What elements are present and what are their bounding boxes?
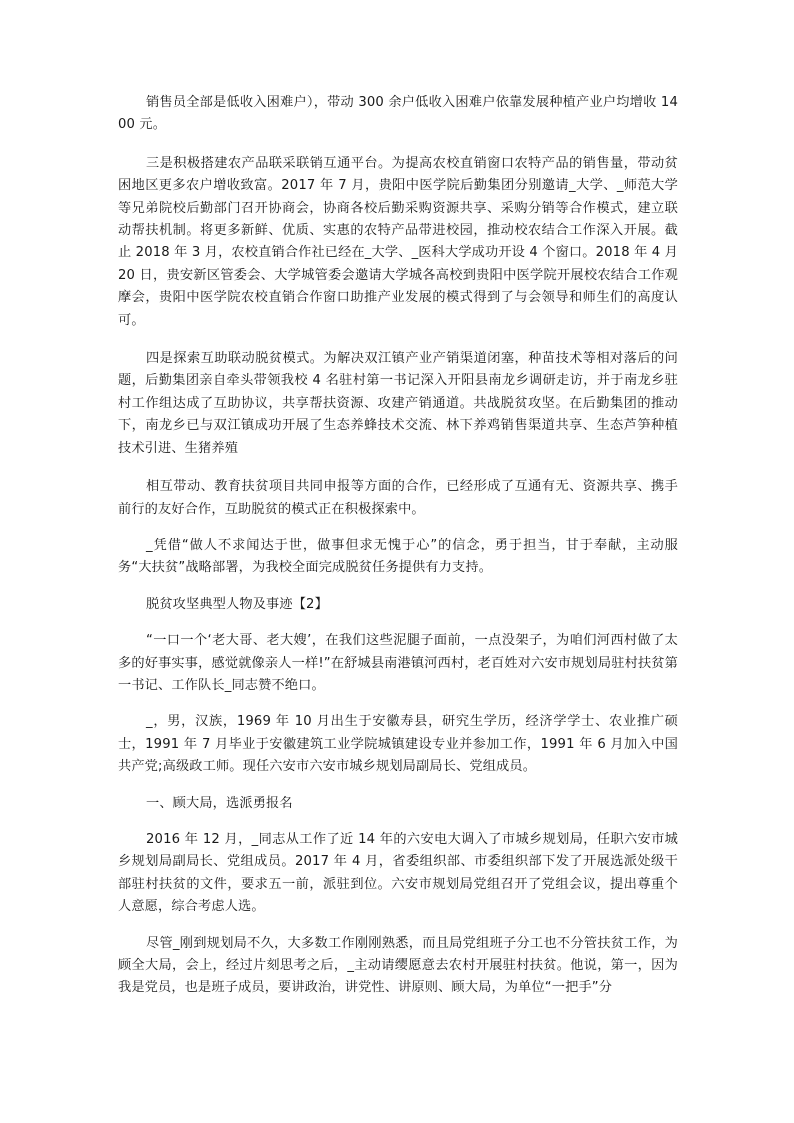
- paragraph-cooperation: 相互带动、教育扶贫项目共同申报等方面的合作，已经形成了互通有无、资源共享、携手前行的友好合作，互助脱贫的模式正在积极探索中。: [118, 479, 678, 517]
- paragraph-profile: _，男，汉族，1969 年 10 月出生于安徽寿县，研究生学历，经济学学士、农业推广硕士，1991 年 7 月毕业于安徽建筑工业学院城镇建设专业并参加工作，1991 年 6 月加入中国共产党;高级政工师。现任六安市六安市城乡规划局副局长、党组成员。: [118, 714, 678, 775]
- subheading-big-picture: 一、顾大局，选派勇报名: [146, 795, 293, 811]
- paragraph-villager-quote: “一口一个‘老大哥、老大嫂’，在我们这些泥腿子面前，一点没架子，为咱们河西村做了太多的好事实事，感觉就像亲人一样!”在舒城县南港镇河西村，老百姓对六安市规划局驻村扶贫第一书记、工作队长_同志赞不绝口。: [118, 633, 678, 693]
- paragraph-mutual-aid-model: 四是探索互助联动脱贫模式。为解决双江镇产业产销渠道闭塞，种苗技术等相对落后的问题，后勤集团亲自牵头带领我校 4 名驻村第一书记深入开阳县南龙乡调研走访，并于南龙乡驻村工作组达成了互助协议，共享帮扶资源、攻建产销通道。共战脱贫攻坚。在后勤集团的推动下，南龙乡已与双江镇成功开展了生态养蜂技术交流、林下养鸡销售渠道共享、生态芦笋种植技术引进、生猪养殖: [118, 351, 678, 456]
- paragraph-appointment: 2016 年 12 月，_同志从工作了近 14 年的六安电大调入了市城乡规划局，任职六安市城乡规划局副局长、党组成员。2017 年 4 月，省委组织部、市委组织部下发了开展选派处级干部驻村扶贫的文件，要求五一前，派驻到位。六安市规划局党组召开了党组会议，提出尊重个人意愿，综合考虑人选。: [118, 831, 678, 915]
- paragraph-income-result: 销售员全部是低收入困难户），带动 300 余户低收入困难户依靠发展种植产业户均增收 1400 元。: [118, 95, 678, 133]
- section-heading-2: 脱贫攻坚典型人物及事迹【2】: [146, 596, 328, 612]
- paragraph-belief: _凭借“做人不求闻达于世，做事但求无愧于心”的信念，勇于担当，甘于奉献，主动服务“大扶贫”战略部署，为我校全面完成脱贫任务提供有力支持。: [118, 537, 678, 576]
- document-body: [118, 92, 678, 1000]
- paragraph-sales-platform: 三是积极搭建农产品联采联销互通平台。为提高农校直销窗口农特产品的销售量，带动贫困地区更多农户增收致富。2017 年 7 月，贵阳中医学院后勤集团分别邀请_大学、_师范大学等兄弟院校后勤部门召开协商会，协商各校后勤采购资源共享、采购分销等合作模式，建立联动帮扶机制。将更多新鲜、优质、实惠的农特产品带进校园，推动校农结合工作深入开展。截止 2018 年 3 月，农校直销合作社已经在_大学、_医科大学成功开设 4 个窗口。2018 年 4 月 20 日，贵安新区管委会、大学城管委会邀请大学城各高校到贵阳中医学院开展校农结合工作观摩会，贵阳中医学院农校直销合作窗口助推产业发展的模式得到了与会领导和师生们的高度认可。: [118, 155, 678, 328]
- paragraph-volunteer: 尽管_刚到规划局不久，大多数工作刚刚熟悉，而且局党组班子分工也不分管扶贫工作，为顾全大局，会上，经过片刻思考之后，_主动请缨愿意去农村开展驻村扶贫。他说，第一，因为我是党员，也是班子成员，要讲政治，讲党性、讲原则、顾大局，为单位“一把手”分: [118, 935, 678, 996]
